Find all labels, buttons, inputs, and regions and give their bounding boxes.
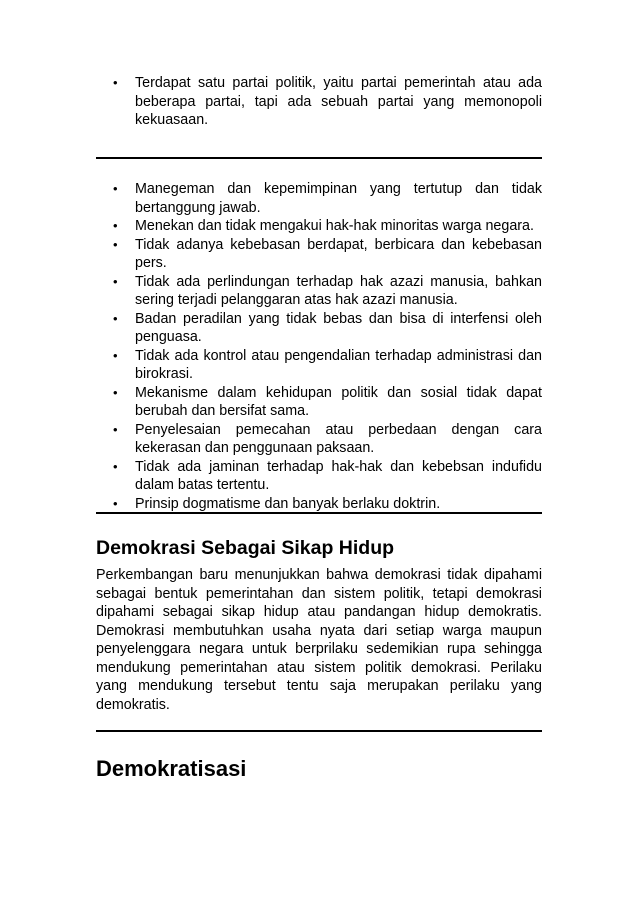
list-item xyxy=(113,347,542,384)
list-item-text: Terdapat satu partai politik, yaitu partai pemerintah atau ada beberapa partai, tapi ada sebuah partai yang memonopoli kekuasaan. xyxy=(135,75,542,128)
bullet-list-ciri-otoriter xyxy=(113,180,542,513)
list-item-text: Menekan dan tidak mengakui hak-hak minoritas warga negara. xyxy=(135,218,534,234)
list-item-text: Badan peradilan yang tidak bebas dan bisa di interfensi oleh penguasa. xyxy=(135,310,542,345)
list-item-text: Tidak ada kontrol atau pengendalian terhadap administrasi dan birokrasi. xyxy=(135,347,542,382)
section-heading-demokratisasi: Demokratisasi xyxy=(96,756,247,781)
section-heading-sikap-hidup: Demokrasi Sebagai Sikap Hidup xyxy=(96,537,395,559)
list-item xyxy=(113,217,542,236)
list-item xyxy=(113,384,542,421)
bullet-icon: • xyxy=(113,75,118,90)
list-item-text: Tidak adanya kebebasan berdapat, berbicara dan kebebasan pers. xyxy=(135,236,542,271)
list-item xyxy=(113,421,542,458)
bullet-icon: • xyxy=(113,458,118,474)
horizontal-divider xyxy=(96,730,542,732)
list-item-text: Manegeman dan kepemimpinan yang tertutup dan tidak bertanggung jawab. xyxy=(135,181,542,216)
horizontal-divider xyxy=(96,512,542,514)
bullet-icon: • xyxy=(113,421,118,437)
list-item-text: Tidak ada jaminan terhadap hak-hak dan kebebsan indufidu dalam batas tertentu. xyxy=(135,458,542,493)
bullet-icon: • xyxy=(113,310,118,326)
list-item xyxy=(113,458,542,495)
bullet-icon: • xyxy=(113,347,118,363)
list-item xyxy=(113,495,542,514)
list-item-text: Prinsip dogmatisme dan banyak berlaku doktrin. xyxy=(135,495,441,512)
list-item xyxy=(113,74,542,130)
bullet-icon: • xyxy=(113,218,118,233)
bullet-icon: • xyxy=(113,181,118,196)
bullet-icon: • xyxy=(113,495,118,511)
list-item-text: Mekanisme dalam kehidupan politik dan sosial tidak dapat berubah dan bersifat sama. xyxy=(135,384,542,419)
list-item xyxy=(113,236,542,273)
bullet-icon: • xyxy=(113,384,118,400)
list-item xyxy=(113,180,542,217)
bullet-icon: • xyxy=(113,273,118,289)
list-item xyxy=(113,273,542,310)
bullet-icon: • xyxy=(113,236,118,252)
list-item-text: Tidak ada perlindungan terhadap hak azazi manusia, bahkan sering terjadi pelanggaran atas hak azazi manusia. xyxy=(135,273,542,308)
list-item-text: Penyelesaian pemecahan atau perbedaan dengan cara kekerasan dan penggunaan paksaan. xyxy=(135,421,542,456)
horizontal-divider xyxy=(96,157,542,159)
list-item xyxy=(113,310,542,347)
section-paragraph-sikap-hidup: Perkembangan baru menunjukkan bahwa demokrasi tidak dipahami sebagai bentuk pemerintahan dan sistem politik, tetapi demokrasi dipahami sebagai sikap hidup atau pandangan hidup demokratis. Demokrasi membutuhkan usaha nyata dari setiap warga maupun penyelenggara negara untuk berprilaku sedemikian rupa sehingga mendukung pemerintahan atau sistem politik demokrasi. Perilaku yang mendukung tersebut tentu saja merupakan perilaku yang demokratis. xyxy=(96,567,542,713)
bullet-list-partai xyxy=(113,74,542,130)
